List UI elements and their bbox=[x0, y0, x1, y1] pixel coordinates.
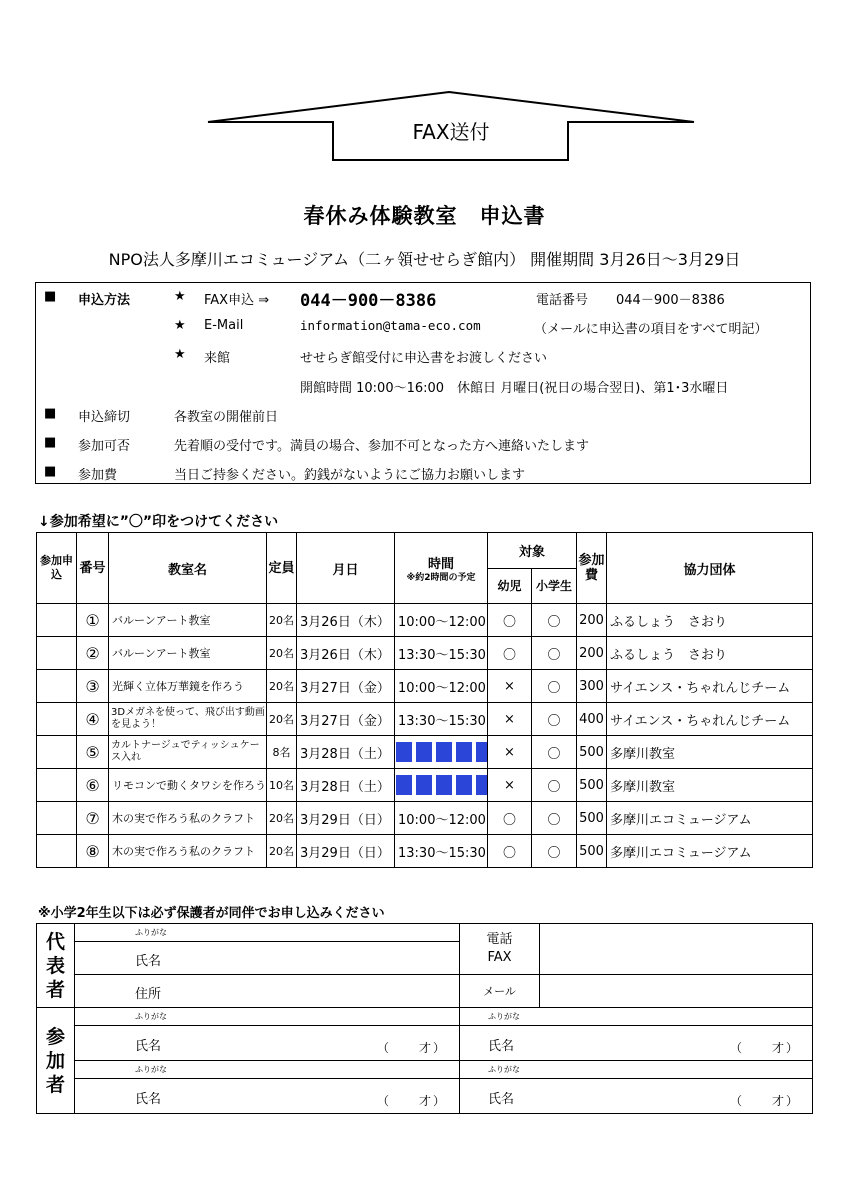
phone-fax-input[interactable] bbox=[540, 924, 813, 975]
date: 3月26日（木） bbox=[297, 637, 395, 670]
capacity: 20名 bbox=[267, 703, 297, 736]
fee: 500 bbox=[577, 835, 607, 868]
course-name: 3Dメガネを使って、飛び出す動画を見よう！ bbox=[109, 703, 267, 736]
table-row bbox=[37, 835, 813, 868]
elementary-mark: 〇 bbox=[532, 835, 577, 868]
row-number: ⑦ bbox=[77, 802, 109, 835]
header-time bbox=[395, 533, 488, 604]
apply-checkbox-cell[interactable] bbox=[37, 703, 77, 736]
partner: ふるしょう さおり bbox=[607, 604, 813, 637]
bullet-icon: ■ bbox=[44, 464, 57, 479]
participant2-furigana-label: ふりがな bbox=[460, 1008, 813, 1026]
infant-mark: 〇 bbox=[488, 604, 532, 637]
deadline-label: 申込締切 bbox=[78, 410, 131, 425]
time: 10:00～12:00 bbox=[395, 802, 488, 835]
applicant-table bbox=[36, 923, 813, 1114]
course-name: 木の実で作ろう私のクラフト bbox=[109, 802, 267, 835]
apply-checkbox-cell[interactable] bbox=[37, 637, 77, 670]
participant1-age-label: （ 才） bbox=[376, 1041, 447, 1055]
participant4-name-field[interactable] bbox=[460, 1079, 813, 1114]
time-redacted bbox=[395, 736, 488, 769]
table-row bbox=[37, 670, 813, 703]
fax-number: 044－900－8386 bbox=[300, 291, 437, 311]
capacity: 20名 bbox=[267, 802, 297, 835]
table-row bbox=[37, 604, 813, 637]
table-row bbox=[37, 637, 813, 670]
rep-address-label: 住所 bbox=[135, 987, 162, 1002]
fee: 400 bbox=[577, 703, 607, 736]
date: 3月29日（日） bbox=[297, 802, 395, 835]
partner: 多摩川教室 bbox=[607, 769, 813, 802]
apply-checkbox-cell[interactable] bbox=[37, 604, 77, 637]
date: 3月27日（金） bbox=[297, 703, 395, 736]
participant3-furigana-label: ふりがな bbox=[75, 1061, 460, 1079]
application-info-box bbox=[35, 282, 811, 484]
header-date: 月日 bbox=[297, 533, 395, 604]
apply-checkbox-cell[interactable] bbox=[37, 769, 77, 802]
acceptance-label: 参加可否 bbox=[78, 439, 131, 454]
visit-text: せせらぎ館受付に申込書をお渡しください bbox=[300, 351, 548, 366]
infant-mark: 〇 bbox=[488, 835, 532, 868]
fax-banner-arrow bbox=[0, 0, 849, 180]
course-name: バルーンアート教室 bbox=[109, 637, 267, 670]
participant3-name-field[interactable] bbox=[75, 1079, 460, 1114]
header-fee: 参加費 bbox=[577, 533, 607, 604]
guardian-note: ※小学2年生以下は必ず保護者が同伴でお申し込みください bbox=[38, 906, 385, 921]
time: 10:00～12:00 bbox=[395, 604, 488, 637]
partner: 多摩川エコミュージアム bbox=[607, 835, 813, 868]
rep-furigana-label: ふりがな bbox=[75, 924, 460, 942]
course-name: 木の実で作ろう私のクラフト bbox=[109, 835, 267, 868]
course-name: リモコンで動くタワシを作ろう bbox=[109, 769, 267, 802]
course-name: バルーンアート教室 bbox=[109, 604, 267, 637]
header-elementary: 小学生 bbox=[532, 568, 577, 604]
page-title: 春休み体験教室 申込書 bbox=[303, 204, 546, 228]
fee: 300 bbox=[577, 670, 607, 703]
infant-mark: × bbox=[488, 736, 532, 769]
header-target: 対象 bbox=[488, 533, 577, 569]
participant1-name-label: 氏名 bbox=[135, 1039, 162, 1054]
table-row bbox=[37, 769, 813, 802]
capacity: 8名 bbox=[267, 736, 297, 769]
participant3-name-label: 氏名 bbox=[135, 1092, 162, 1107]
rep-name-label: 氏名 bbox=[135, 954, 162, 969]
phone-fax-label bbox=[460, 924, 540, 975]
header-course-name: 教室名 bbox=[109, 533, 267, 604]
participant4-furigana-label: ふりがな bbox=[460, 1061, 813, 1079]
header-apply: 参加申込 bbox=[37, 533, 77, 604]
participant1-furigana-label: ふりがな bbox=[75, 1008, 460, 1026]
date: 3月26日（木） bbox=[297, 604, 395, 637]
redaction-block bbox=[396, 775, 487, 795]
infant-mark: 〇 bbox=[488, 802, 532, 835]
header-partner: 協力団体 bbox=[607, 533, 813, 604]
infant-mark: × bbox=[488, 670, 532, 703]
star-icon: ★ bbox=[174, 289, 186, 304]
star-icon: ★ bbox=[174, 347, 186, 362]
mail-input[interactable] bbox=[540, 975, 813, 1008]
participant2-name-label: 氏名 bbox=[488, 1039, 515, 1054]
time: 13:30～15:30 bbox=[395, 835, 488, 868]
table-row bbox=[37, 736, 813, 769]
capacity: 20名 bbox=[267, 670, 297, 703]
apply-checkbox-cell[interactable] bbox=[37, 670, 77, 703]
capacity: 20名 bbox=[267, 604, 297, 637]
fee: 500 bbox=[577, 736, 607, 769]
fee: 200 bbox=[577, 604, 607, 637]
row-number: ③ bbox=[77, 670, 109, 703]
redaction-block bbox=[396, 742, 487, 762]
fee: 500 bbox=[577, 802, 607, 835]
row-number: ④ bbox=[77, 703, 109, 736]
page-subtitle: NPO法人多摩川エコミュージアム（二ヶ領せせらぎ館内） 開催期間 3月26日～3月29日 bbox=[108, 250, 741, 269]
apply-checkbox-cell[interactable] bbox=[37, 802, 77, 835]
elementary-mark: 〇 bbox=[532, 802, 577, 835]
method-label: 申込方法 bbox=[78, 293, 131, 308]
bullet-icon: ■ bbox=[44, 406, 57, 421]
apply-checkbox-cell[interactable] bbox=[37, 835, 77, 868]
elementary-mark: 〇 bbox=[532, 769, 577, 802]
date: 3月28日（土） bbox=[297, 769, 395, 802]
participant4-age-label: （ 才） bbox=[730, 1094, 801, 1108]
capacity: 10名 bbox=[267, 769, 297, 802]
row-number: ⑧ bbox=[77, 835, 109, 868]
time: 10:00～12:00 bbox=[395, 670, 488, 703]
row-number: ① bbox=[77, 604, 109, 637]
star-icon: ★ bbox=[174, 318, 186, 333]
visit-label: 来館 bbox=[204, 351, 231, 366]
course-name: カルトナージュでティッシュケース入れ bbox=[109, 736, 267, 769]
course-name: 光輝く立体万華鏡を作ろう bbox=[109, 670, 267, 703]
rep-address-field[interactable] bbox=[75, 975, 460, 1008]
partner: 多摩川教室 bbox=[607, 736, 813, 769]
selection-instruction: ↓参加希望に”〇”印をつけてください bbox=[38, 514, 279, 530]
apply-checkbox-cell[interactable] bbox=[37, 736, 77, 769]
participant-label: 参加者 bbox=[37, 1008, 75, 1114]
fee-text: 当日ご持参ください。釣銭がないようにご協力お願いします bbox=[174, 468, 526, 483]
bullet-icon: ■ bbox=[44, 435, 57, 450]
email-link[interactable]: information@tama-eco.com bbox=[300, 318, 481, 333]
email-note: （メールに申込書の項目をすべて明記） bbox=[534, 322, 768, 337]
bullet-icon: ■ bbox=[44, 289, 57, 304]
phone-label: 電話 bbox=[486, 932, 513, 947]
course-table bbox=[36, 532, 813, 868]
date: 3月27日（金） bbox=[297, 670, 395, 703]
fee: 200 bbox=[577, 637, 607, 670]
representative-label: 代表者 bbox=[37, 924, 75, 1008]
time-redacted bbox=[395, 769, 488, 802]
capacity: 20名 bbox=[267, 835, 297, 868]
header-time-note: ※約2時間の予定 bbox=[406, 572, 476, 583]
elementary-mark: 〇 bbox=[532, 670, 577, 703]
tel-number: 044－900－8386 bbox=[616, 293, 725, 308]
fax-label: FAX申込 ⇒ bbox=[204, 293, 270, 308]
header-infant: 幼児 bbox=[488, 568, 532, 604]
elementary-mark: 〇 bbox=[532, 604, 577, 637]
participant2-age-label: （ 才） bbox=[730, 1041, 801, 1055]
row-number: ② bbox=[77, 637, 109, 670]
header-number: 番号 bbox=[77, 533, 109, 604]
date: 3月28日（土） bbox=[297, 736, 395, 769]
row-number: ⑥ bbox=[77, 769, 109, 802]
hours-text: 開館時間 10:00～16:00 休館日 月曜日(祝日の場合翌日)、第1･3水曜日 bbox=[300, 381, 729, 396]
date: 3月29日（日） bbox=[297, 835, 395, 868]
header-capacity: 定員 bbox=[267, 533, 297, 604]
header-time-label: 時間 bbox=[427, 556, 454, 572]
time: 13:30～15:30 bbox=[395, 703, 488, 736]
partner: サイエンス・ちゃれんじチーム bbox=[607, 670, 813, 703]
time: 13:30～15:30 bbox=[395, 637, 488, 670]
tel-label: 電話番号 bbox=[536, 293, 589, 308]
infant-mark: 〇 bbox=[488, 637, 532, 670]
fax-banner-label: FAX送付 bbox=[412, 120, 490, 144]
table-row bbox=[37, 802, 813, 835]
partner: ふるしょう さおり bbox=[607, 637, 813, 670]
infant-mark: × bbox=[488, 703, 532, 736]
rep-name-field[interactable] bbox=[75, 942, 460, 975]
row-number: ⑤ bbox=[77, 736, 109, 769]
participant1-name-field[interactable] bbox=[75, 1026, 460, 1061]
deadline-text: 各教室の開催前日 bbox=[174, 410, 279, 425]
elementary-mark: 〇 bbox=[532, 703, 577, 736]
elementary-mark: 〇 bbox=[532, 736, 577, 769]
fax-field-label: FAX bbox=[487, 950, 512, 965]
acceptance-text: 先着順の受付です。満員の場合、参加不可となった方へ連絡いたします bbox=[174, 439, 589, 454]
participant3-age-label: （ 才） bbox=[376, 1094, 447, 1108]
participant4-name-label: 氏名 bbox=[488, 1092, 515, 1107]
mail-label: メール bbox=[460, 975, 540, 1008]
partner: サイエンス・ちゃれんじチーム bbox=[607, 703, 813, 736]
partner: 多摩川エコミュージアム bbox=[607, 802, 813, 835]
participant2-name-field[interactable] bbox=[460, 1026, 813, 1061]
table-row bbox=[37, 703, 813, 736]
capacity: 20名 bbox=[267, 637, 297, 670]
infant-mark: × bbox=[488, 769, 532, 802]
fee: 500 bbox=[577, 769, 607, 802]
fee-label: 参加費 bbox=[78, 468, 118, 483]
email-label: E-Mail bbox=[204, 318, 244, 333]
elementary-mark: 〇 bbox=[532, 637, 577, 670]
